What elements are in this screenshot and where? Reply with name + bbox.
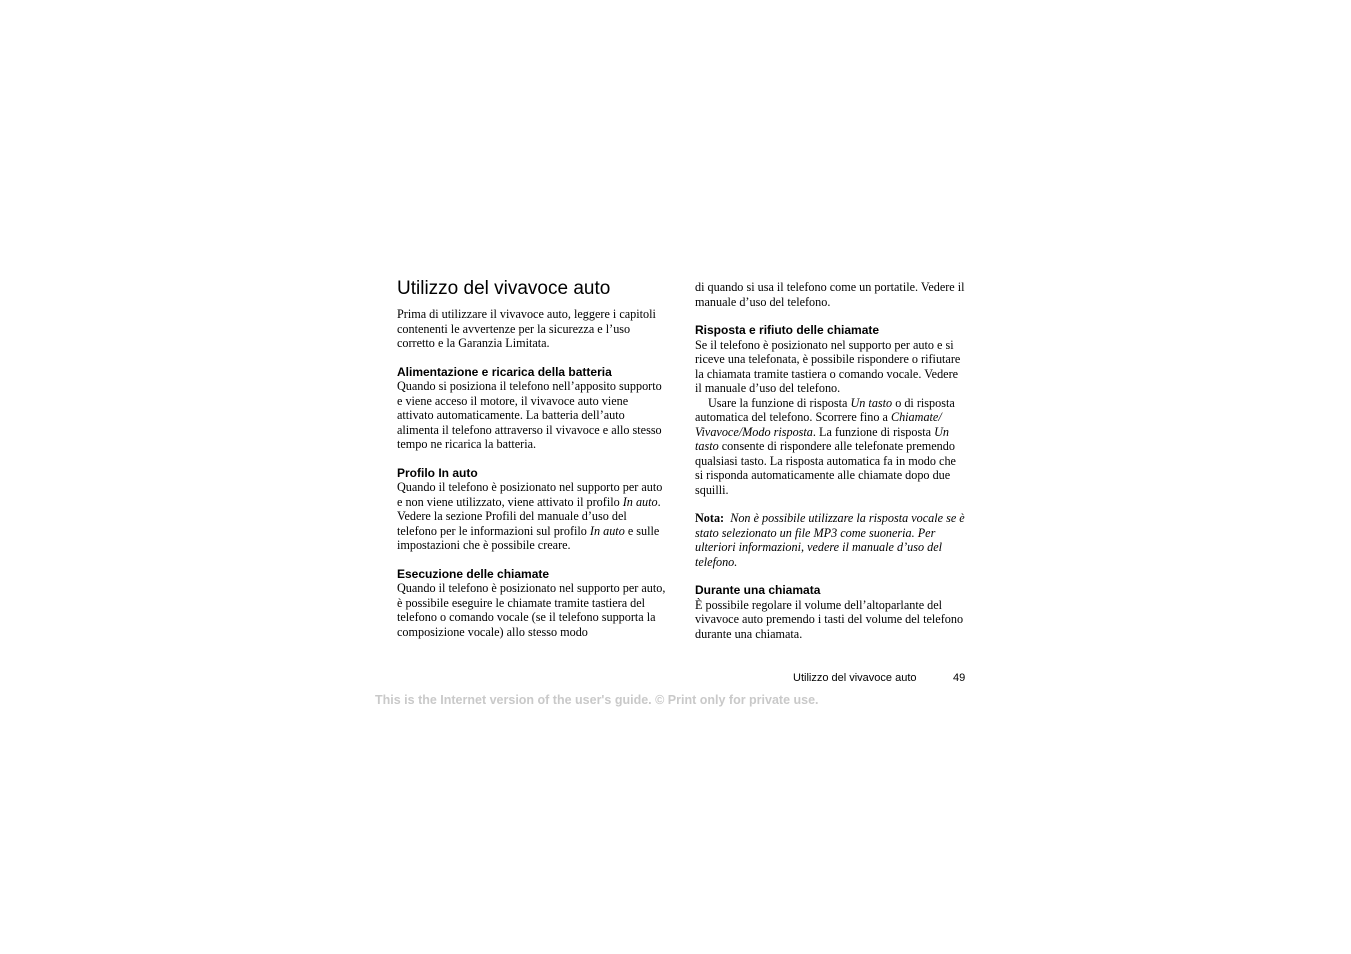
note-label: Nota:	[695, 511, 725, 525]
note-paragraph	[695, 511, 965, 569]
risposta-text-3: . La funzione di risposta	[812, 424, 935, 439]
section-heading-profilo: Profilo In auto	[397, 465, 478, 480]
footer-page-number: 49	[953, 672, 966, 684]
profilo-text-2: . Vedere la sezione Profili del manuale d’uso del telefono per le informazioni sul profilo	[397, 494, 661, 538]
right-column	[695, 280, 965, 641]
risposta-text-2: o di risposta automatica del telefono. Scorrere fino a	[695, 395, 955, 424]
risposta-em-3: Un tasto	[695, 424, 949, 453]
watermark-notice: This is the Internet version of the user's guide. © Print only for private use.	[375, 693, 819, 707]
risposta-text-4: consente di rispondere alle telefonate premendo qualsiasi tasto. La risposta automatica fa in modo che si risponda automaticamente alle chiamate dopo due squilli.	[695, 439, 956, 497]
risposta-em-1: Un tasto	[850, 395, 893, 410]
page-title: Utilizzo del vivavoce auto	[397, 278, 611, 299]
footer-section-title: Utilizzo del vivavoce auto	[793, 672, 917, 684]
left-column	[397, 278, 667, 639]
risposta-text-1: Usare la funzione di risposta	[708, 395, 851, 410]
section-body-durante: È possibile regolare il volume dell’altoparlante del vivavoce auto premendo i tasti del volume del telefono durante una chiamata.	[695, 597, 964, 641]
intro-paragraph: Prima di utilizzare il vivavoce auto, leggere i capitoli contenenti le avvertenze per la sicurezza e l’uso corretto e la Garanzia Limitata.	[397, 307, 656, 350]
section-body-profilo	[397, 480, 667, 553]
esecuzione-continuation: di quando si usa il telefono come un portatile. Vedere il manuale d’uso del telefono.	[695, 280, 965, 309]
profilo-text-1: Quando il telefono è posizionato nel supporto per auto e non viene utilizzato, viene attivato il profilo	[397, 480, 663, 509]
section-body-risposta: Se il telefono è posizionato nel supporto per auto e si riceve una telefonata, è possibile rispondere o rifiutare la chiamata tramite tastiera o comando vocale. Vedere il manuale d’uso del telefono.	[695, 337, 961, 395]
section-heading-risposta: Risposta e rifiuto delle chiamate	[695, 323, 880, 337]
section-heading-alimentazione: Alimentazione e ricarica della batteria	[397, 364, 612, 379]
risposta-em-2: Chiamate/ Vivavoce/Modo risposta	[695, 410, 942, 439]
section-heading-esecuzione: Esecuzione delle chiamate	[397, 566, 550, 581]
note-text: Non è possibile utilizzare la risposta vocale se è stato selezionato un file MP3 come suoneria. Per ulteriori informazioni, vedere il manuale d’uso del telefono.	[695, 511, 965, 569]
profilo-text-3: e sulle impostazioni che è possibile creare.	[397, 523, 660, 552]
profilo-em-2: In auto	[589, 523, 625, 538]
section-body-risposta-2	[695, 396, 965, 498]
profilo-em-1: In auto	[622, 494, 658, 509]
section-body-esecuzione: Quando il telefono è posizionato nel supporto per auto, è possibile eseguire le chiamate tramite tastiera del telefono o comando vocale (se il telefono supporta la composizione vocale) allo stesso modo	[397, 581, 666, 639]
section-heading-durante: Durante una chiamata	[695, 583, 821, 597]
section-body-alimentazione: Quando si posiziona il telefono nell’apposito supporto e viene acceso il motore, il vivavoce auto viene attivato automaticamente. La batteria dell’auto alimenta il telefono attraverso il vivavoce e allo stesso tempo ne ricarica la batteria.	[397, 379, 662, 451]
